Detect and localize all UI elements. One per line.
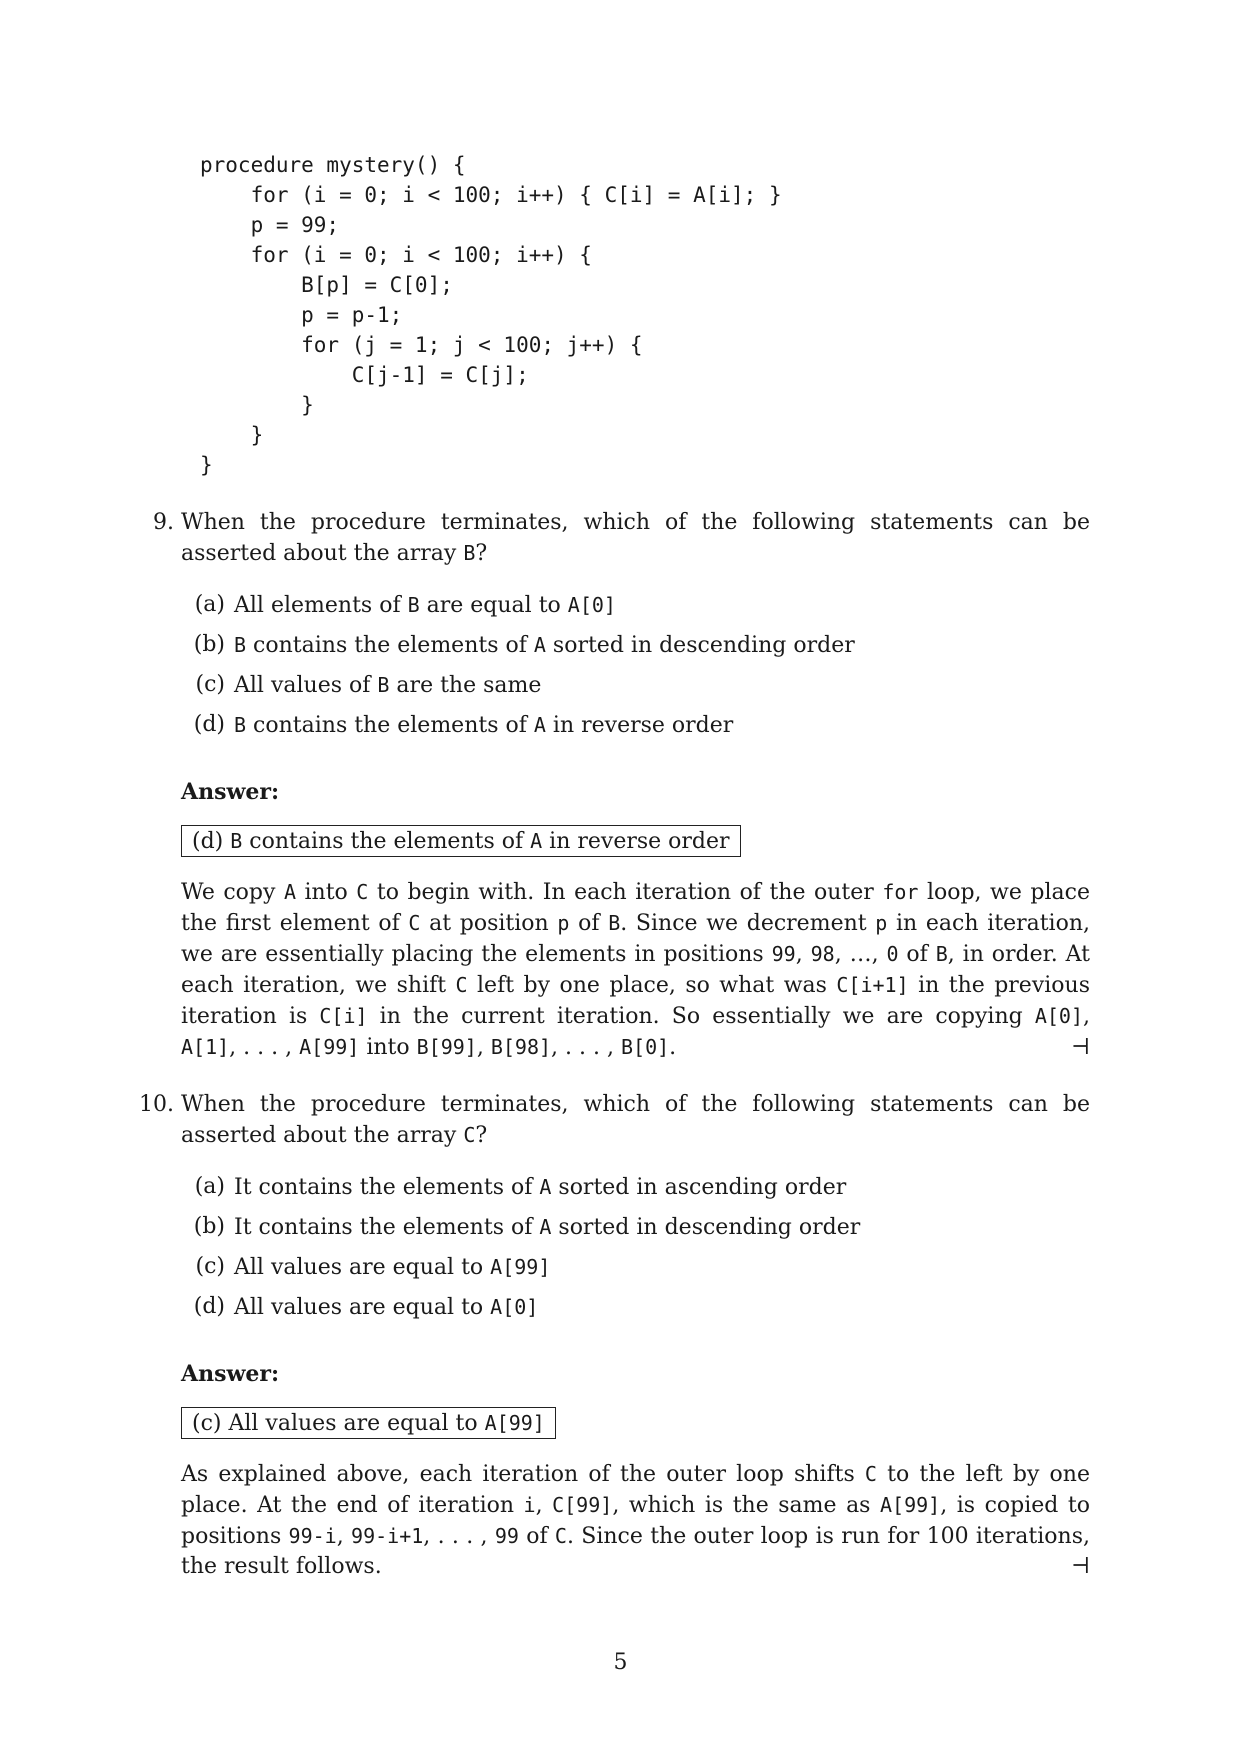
option-label: (c) xyxy=(195,1254,225,1279)
answer-box: (d) B contains the elements of A in reverse order xyxy=(181,825,741,857)
page-number: 5 xyxy=(613,1650,628,1675)
question-text: When the procedure terminates, which of the following statements can be asserted about the array C? xyxy=(181,1092,1090,1148)
option-label: (b) xyxy=(193,1214,225,1239)
options-list xyxy=(181,1167,1090,1327)
code-line: C[j-1] = C[j]; xyxy=(200,363,529,387)
option-text: B contains the elements of A sorted in descending order xyxy=(234,633,855,658)
option-label: (b) xyxy=(193,632,225,657)
option-b xyxy=(181,625,1090,665)
code-line: } xyxy=(200,423,264,447)
option-c xyxy=(181,665,1090,705)
explanation-paragraph: As explained above, each iteration of the outer loop shifts C to the left by one place. At the end of iteration i, C[99], which is the same as A[99], is copied to positions 99-i, 99-i+1, . . . , 99 of C. Since the outer loop is run for 100 iterations, the result follows. ⊣ xyxy=(181,1459,1090,1582)
question-number: 9. xyxy=(153,510,174,535)
option-text: All elements of B are equal to A[0] xyxy=(234,593,616,618)
question-9 xyxy=(130,508,1090,1085)
option-label: (c) xyxy=(195,672,225,697)
explanation-paragraph: We copy A into C to begin with. In each iteration of the outer for loop, we place the first element of C at position p of B. Since we decrement p in each iteration, we are essentially placing the elements in positions 99, 98, …, 0 of B, in order. At each iteration, we shift C left by one place, so what was C[i+1] in the previous iteration is C[i] in the current iteration. So essentially we are copying A[0], A[1], . . . , A[99] into B[99], B[98], . . . , B[0]. ⊣ xyxy=(181,877,1090,1063)
qed-symbol: ⊣ xyxy=(1071,1554,1090,1579)
code-line: } xyxy=(200,453,213,477)
answer-heading: Answer: xyxy=(181,1361,280,1387)
option-text: B contains the elements of A in reverse order xyxy=(234,713,734,738)
code-listing xyxy=(200,150,782,480)
option-label: (a) xyxy=(194,1174,225,1199)
question-number: 10. xyxy=(139,1092,174,1117)
code-line: for (i = 0; i < 100; i++) { C[i] = A[i]; } xyxy=(200,183,782,207)
options-list xyxy=(181,585,1090,745)
answer-box: (c) All values are equal to A[99] xyxy=(181,1407,556,1439)
option-d xyxy=(181,1287,1090,1327)
option-label: (a) xyxy=(194,592,225,617)
option-text: It contains the elements of A sorted in descending order xyxy=(234,1215,861,1240)
option-text: All values are equal to A[0] xyxy=(234,1295,539,1320)
code-line: for (i = 0; i < 100; i++) { xyxy=(200,243,592,267)
option-text: All values are equal to A[99] xyxy=(234,1255,551,1280)
option-text: It contains the elements of A sorted in ascending order xyxy=(234,1175,847,1200)
answer-heading: Answer: xyxy=(181,779,280,805)
qed-symbol: ⊣ xyxy=(1071,1035,1090,1060)
question-text: When the procedure terminates, which of the following statements can be asserted about the array B? xyxy=(181,510,1090,566)
code-line: for (j = 1; j < 100; j++) { xyxy=(200,333,643,357)
question-10 xyxy=(130,1090,1090,1604)
code-line: B[p] = C[0]; xyxy=(200,273,453,297)
option-d xyxy=(181,705,1090,745)
code-line: procedure mystery() { xyxy=(200,153,466,177)
code-line: } xyxy=(200,393,314,417)
code-line: p = 99; xyxy=(200,213,340,237)
code-line: p = p-1; xyxy=(200,303,403,327)
option-a xyxy=(181,585,1090,625)
option-text: All values of B are the same xyxy=(234,673,542,698)
option-b xyxy=(181,1207,1090,1247)
option-a xyxy=(181,1167,1090,1207)
option-c xyxy=(181,1247,1090,1287)
option-label: (d) xyxy=(193,1294,225,1319)
option-label: (d) xyxy=(193,712,225,737)
